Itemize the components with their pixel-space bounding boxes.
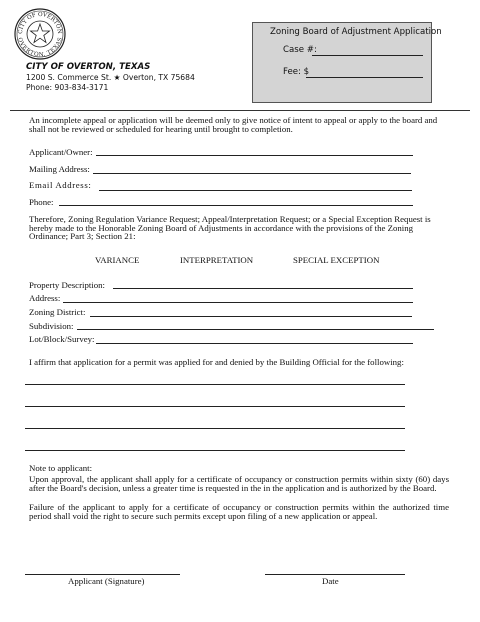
svg-text:CITY OF OVERTON: CITY OF OVERTON [17, 11, 63, 35]
applicant-owner-field[interactable] [96, 155, 413, 156]
note-paragraph-1: Upon approval, the applicant shall apply for a certificate of occupancy or construction permits within sixty (60) days after the Board's decision, unless a greater time is requested in the in the application and is authorized by the Board. [29, 474, 449, 493]
request-statement: Therefore, Zoning Regulation Variance Request; Appeal/Interpretation Request; or a Special Exception Request is hereby made to the Honorable Zoning Board of Adjustments in accordance with the provisions of the Zoning Ordinance; Part 3; Section 21: [29, 214, 431, 242]
fee-field[interactable] [306, 77, 423, 78]
reason-line-3[interactable] [25, 428, 405, 429]
email-address-label: Email Address: [29, 180, 92, 190]
subdivision-field[interactable] [77, 329, 434, 330]
note-title: Note to applicant: [29, 463, 93, 473]
city-seal-logo [14, 8, 66, 60]
city-phone: Phone: 903-834-3171 [26, 83, 109, 92]
date-line[interactable] [265, 574, 405, 575]
reason-line-4[interactable] [25, 450, 405, 451]
reason-line-2[interactable] [25, 406, 405, 407]
intro-text: An incomplete appeal or application will be deemed only to give notice of intent to appeal or apply to the board and shall not be reviewed or scheduled for hearing until brought to completion. [29, 115, 438, 134]
option-variance[interactable]: VARIANCE [95, 255, 140, 265]
application-title: Zoning Board of Adjustment Application [270, 27, 442, 37]
affirm-statement: I affirm that application for a permit was applied for and denied by the Building Official for the following: [29, 357, 404, 367]
case-number-label: Case #: [283, 45, 317, 55]
mailing-address-field[interactable] [93, 173, 411, 174]
lot-block-survey-field[interactable] [96, 343, 413, 344]
option-interpretation[interactable]: INTERPRETATION [180, 255, 254, 265]
lot-block-survey-label: Lot/Block/Survey: [29, 334, 95, 344]
address-field[interactable] [63, 302, 413, 303]
note-paragraph-2: Failure of the applicant to apply for a certificate of occupancy or construction permits within the authorized time period shall void the right to secure such permits except upon filing of a new application or appeal. [29, 502, 449, 521]
city-address: 1200 S. Commerce St. ★ Overton, TX 75684 [26, 73, 195, 82]
applicant-owner-label: Applicant/Owner: [29, 147, 93, 157]
phone-label: Phone: [29, 197, 54, 207]
applicant-signature-label: Applicant (Signature) [68, 576, 145, 586]
mailing-address-label: Mailing Address: [29, 164, 90, 174]
svg-text:OVERTON, TEXAS: OVERTON, TEXAS [16, 37, 64, 59]
zoning-district-field[interactable] [90, 316, 412, 317]
zoning-district-label: Zoning District: [29, 307, 86, 317]
address-label: Address: [29, 293, 61, 303]
subdivision-label: Subdivision: [29, 321, 74, 331]
case-number-field[interactable] [312, 55, 423, 56]
property-description-label: Property Description: [29, 280, 105, 290]
header-divider [10, 110, 470, 111]
signature-line[interactable] [25, 574, 180, 575]
property-description-field[interactable] [113, 288, 413, 289]
city-name: CITY OF OVERTON, TEXAS [26, 62, 151, 72]
fee-label: Fee: $ [283, 67, 310, 77]
phone-field[interactable] [59, 205, 413, 206]
reason-line-1[interactable] [25, 384, 405, 385]
option-special-exception[interactable]: SPECIAL EXCEPTION [293, 255, 380, 265]
email-address-field[interactable] [99, 190, 412, 191]
date-label: Date [322, 576, 339, 586]
